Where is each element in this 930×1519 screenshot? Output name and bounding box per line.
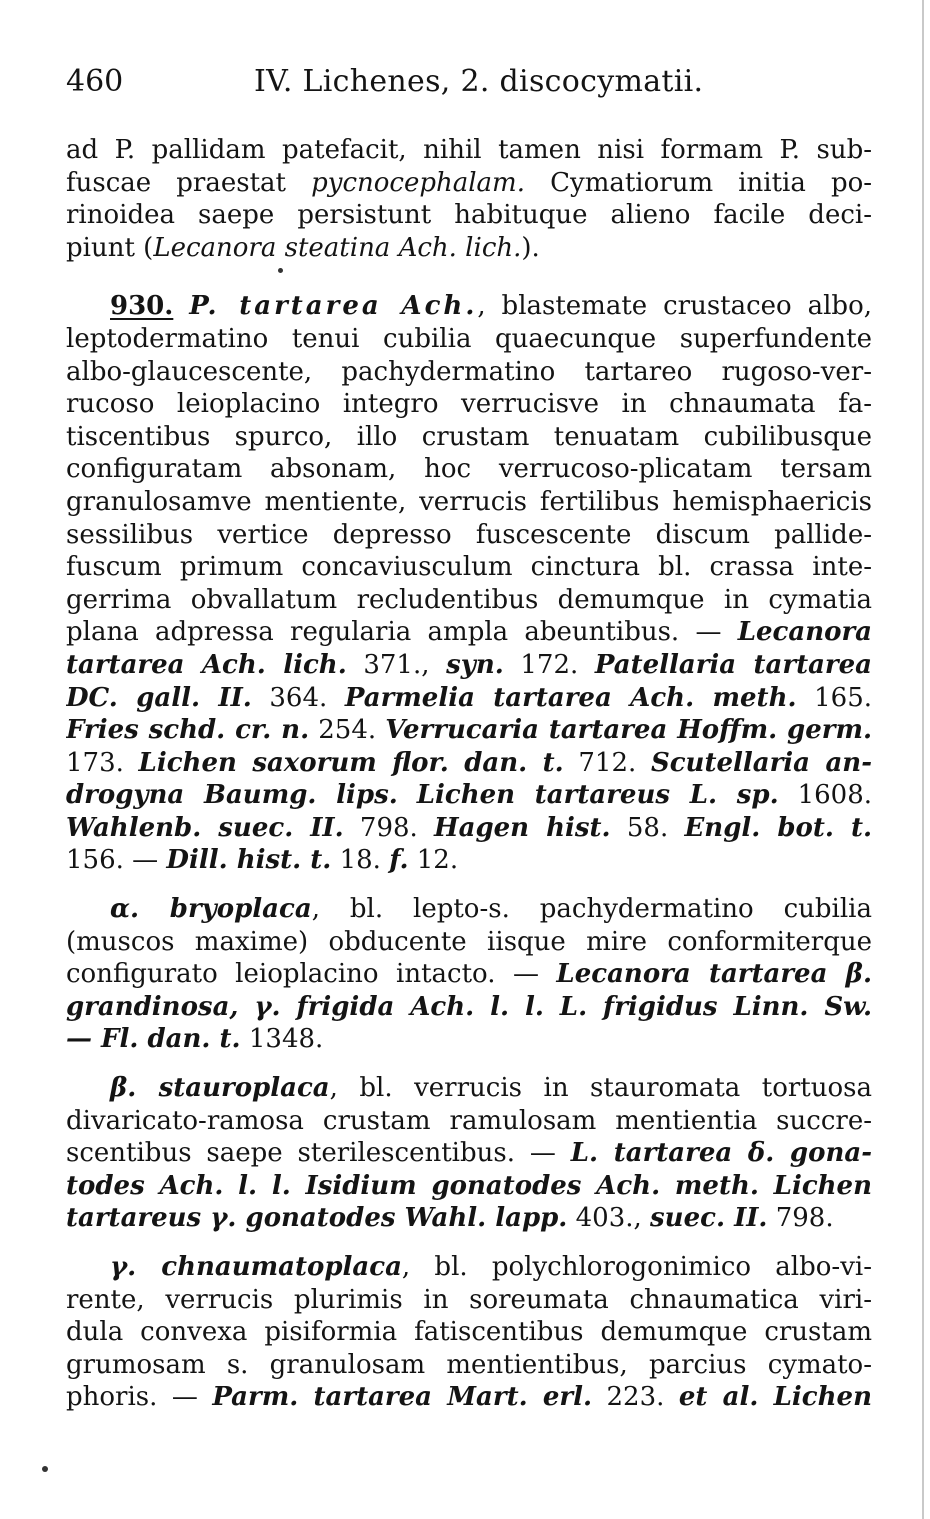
- text-line: configuratam absonam, hoc verrucoso-plicatam tersam: [66, 454, 872, 485]
- species-name: P. tartarea Ach.: [189, 291, 478, 322]
- text-line: todes Ach. l. l. Isidium gonatodes Ach. meth. Lichen: [66, 1170, 872, 1201]
- text-line: phoris. — Parm. tartarea Mart. erl. 223. et al. Lichen: [66, 1382, 872, 1413]
- text-line: Fries schd. cr. n. 254. Verrucaria tartarea Hoffm. germ.: [66, 715, 872, 746]
- text-line: grumosam s. granulosam mentientibus, parcius cymato-: [66, 1349, 872, 1380]
- page-body: [66, 134, 872, 1414]
- text-line: fuscum primum concaviusculum cinctura bl. crassa inte-: [66, 552, 872, 583]
- text-line: granulosamve mentiente, verrucis fertilibus hemisphaericis: [66, 486, 872, 517]
- variety-name: β. stauroplaca: [110, 1073, 330, 1104]
- text-line: drogyna Baumg. lips. Lichen tartareus L. sp. 1608.: [66, 780, 872, 811]
- text-line: tartareus γ. gonatodes Wahl. lapp. 403., suec. II. 798.: [66, 1203, 834, 1234]
- text-line: — Fl. dan. t. 1348.: [66, 1024, 324, 1055]
- text-line: leptodermatino tenui cubilia quaecunque superfundente: [66, 323, 872, 354]
- text-line: plana adpressa regularia ampla abeuntibus. — Lecanora: [66, 617, 872, 648]
- text-line: rente, verrucis plurimis in soreumata chnaumatica viri-: [66, 1284, 872, 1315]
- ink-speck: [42, 1466, 48, 1472]
- text-line: albo-glaucescente, pachydermatino tartareo rugoso-ver-: [66, 356, 872, 387]
- variety-name: γ. chnaumatoplaca: [110, 1252, 402, 1282]
- running-head: [66, 62, 876, 102]
- text-line: rucoso leioplacino integro verrucisve in chnaumata fa-: [66, 389, 872, 420]
- text-line: Wahlenb. suec. II. 798. Hagen hist. 58. Engl. bot. t.: [66, 812, 872, 843]
- text-line: tartarea Ach. lich. 371., syn. 172. Patellaria tartarea: [66, 649, 872, 680]
- text-line: 156. — Dill. hist. t. 18. f. 12.: [66, 845, 459, 876]
- text-line: fuscae praestat pycnocephalam. Cymatiorum initia po-: [66, 167, 872, 198]
- variety-heading-line: γ. chnaumatoplaca, bl. polychlorogonimico albo-vi-: [110, 1252, 872, 1282]
- variety-heading-line: α. bryoplaca, bl. lepto-s. pachydermatino cubilia: [110, 894, 872, 925]
- text-line: 173. Lichen saxorum flor. dan. t. 712. Scutellaria an-: [66, 747, 872, 778]
- variety-heading-line: β. stauroplaca, bl. verrucis in stauromata tortuosa: [110, 1073, 872, 1104]
- text-line: gerrima obvallatum recludentibus demumque in cymatia: [66, 584, 872, 615]
- text-line: (muscos maxime) obducente iisque mire conformiterque: [66, 926, 872, 957]
- header-title: IV. Lichenes, 2. discocymatii.: [254, 64, 704, 99]
- text-line: dula convexa pisiformia fatiscentibus demumque crustam: [66, 1317, 872, 1348]
- ink-speck: [278, 268, 283, 273]
- page-edge: [922, 0, 924, 1519]
- entry-heading-line: 930. P. tartarea Ach., blastemate crustaceo albo,: [110, 291, 872, 322]
- entry-number: 930.: [110, 291, 174, 322]
- text-line: scentibus saepe sterilescentibus. — L. tartarea δ. gona-: [66, 1138, 872, 1169]
- text-line: divaricato-ramosa crustam ramulosam mentientia succre-: [66, 1105, 872, 1136]
- page-number: 460: [66, 64, 124, 99]
- text-line: ad P. pallidam patefacit, nihil tamen nisi formam P. sub-: [66, 135, 872, 165]
- text-line: sessilibus vertice depresso fuscescente discum pallide-: [66, 519, 872, 550]
- text-line: rinoidea saepe persistunt habituque alieno facile deci-: [66, 200, 872, 231]
- text-line: piunt (Lecanora steatina Ach. lich.).: [66, 232, 540, 263]
- variety-name: α. bryoplaca: [110, 894, 312, 925]
- text-line: DC. gall. II. 364. Parmelia tartarea Ach. meth. 165.: [66, 682, 872, 713]
- text-line: grandinosa, γ. frigida Ach. l. l. L. frigidus Linn. Sw.: [66, 991, 872, 1022]
- text-line: tiscentibus spurco, illo crustam tenuatam cubilibusque: [66, 421, 872, 452]
- text-line: configurato leioplacino intacto. — Lecanora tartarea β.: [66, 959, 872, 990]
